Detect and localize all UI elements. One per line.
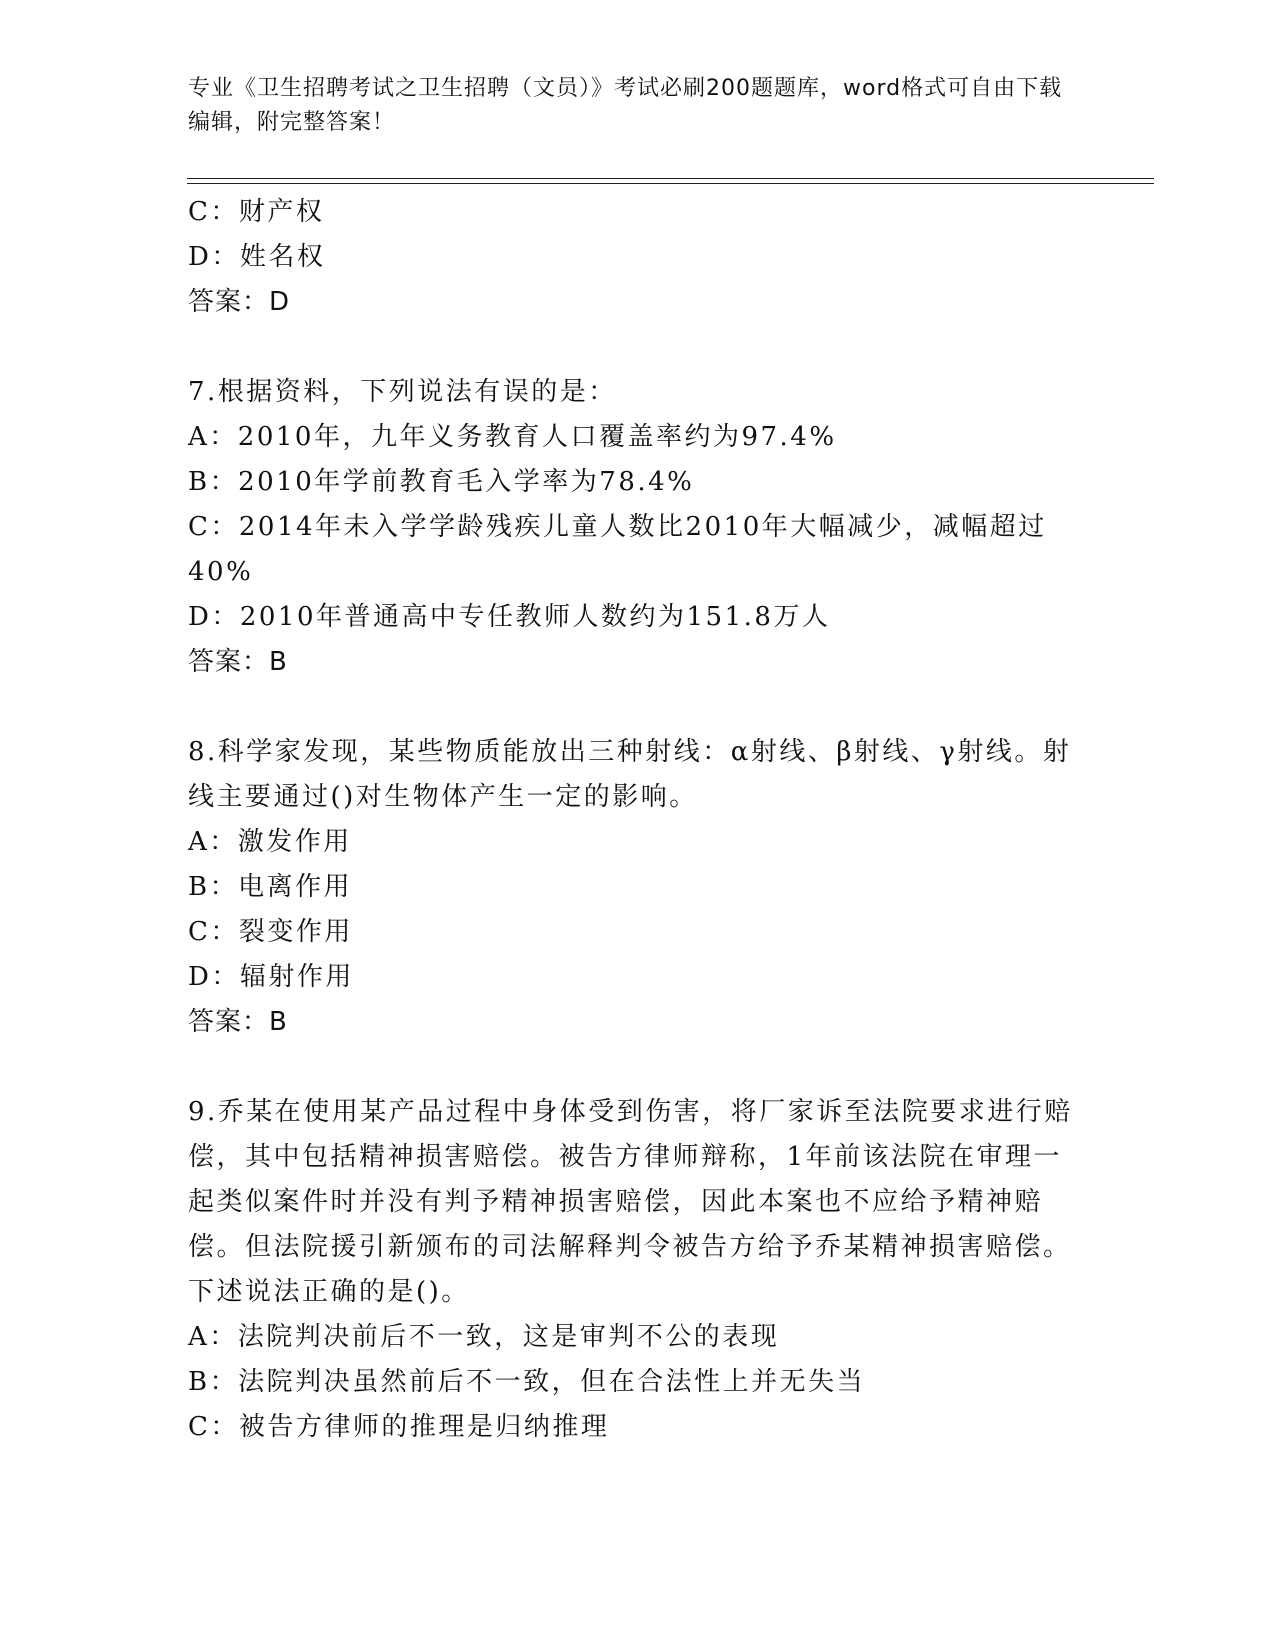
spacer	[188, 1045, 1088, 1090]
option-d: D：辐射作用	[188, 962, 354, 992]
option-c: C：裂变作用	[188, 917, 353, 947]
question-6-tail	[188, 190, 1088, 325]
option-b: B：电离作用	[188, 872, 353, 902]
question-stem: 7.根据资料，下列说法有误的是：	[188, 377, 617, 407]
answer: 答案：B	[188, 647, 288, 677]
option-b: B：法院判决虽然前后不一致，但在合法性上并无失当	[188, 1367, 866, 1397]
spacer	[188, 325, 1088, 370]
option-c: C：财产权	[188, 197, 325, 227]
option-d: D：姓名权	[188, 242, 326, 272]
header-divider-bottom	[187, 183, 1154, 184]
option-d: D：2010年普通高中专任教师人数约为151.8万人	[188, 602, 831, 632]
option-c: C：2014年未入学学龄残疾儿童人数比2010年大幅减少，减幅超过40%	[188, 512, 1047, 587]
option-b: B：2010年学前教育毛入学率为78.4%	[188, 467, 695, 497]
answer: 答案：B	[188, 1007, 288, 1037]
option-c: C：被告方律师的推理是归纳推理	[188, 1412, 610, 1442]
question-9	[188, 1090, 1088, 1450]
question-8	[188, 730, 1088, 1045]
question-stem: 9.乔某在使用某产品过程中身体受到伤害，将厂家诉至法院要求进行赔偿，其中包括精神损害赔偿。被告方律师辩称，1年前该法院在审理一起类似案件时并没有判予精神损害赔偿，因此本案也不应给予精神赔偿。但法院援引新颁布的司法解释判令被告方给予乔某精神损害赔偿。下述说法正确的是()。	[188, 1097, 1073, 1307]
page-header: 专业《卫生招聘考试之卫生招聘（文员）》考试必刷200题题库，word格式可自由下载编辑，附完整答案！	[188, 76, 1063, 135]
question-7	[188, 370, 1088, 685]
header-divider-top	[187, 178, 1154, 179]
option-a: A：激发作用	[188, 827, 352, 857]
question-stem: 8.科学家发现，某些物质能放出三种射线：α射线、β射线、γ射线。射线主要通过()对生物体产生一定的影响。	[188, 737, 1072, 812]
spacer	[188, 685, 1088, 730]
answer: 答案：D	[188, 287, 291, 317]
option-a: A：法院判决前后不一致，这是审判不公的表现	[188, 1322, 780, 1352]
option-a: A：2010年，九年义务教育人口覆盖率约为97.4%	[188, 422, 837, 452]
document-body	[188, 190, 1088, 1450]
